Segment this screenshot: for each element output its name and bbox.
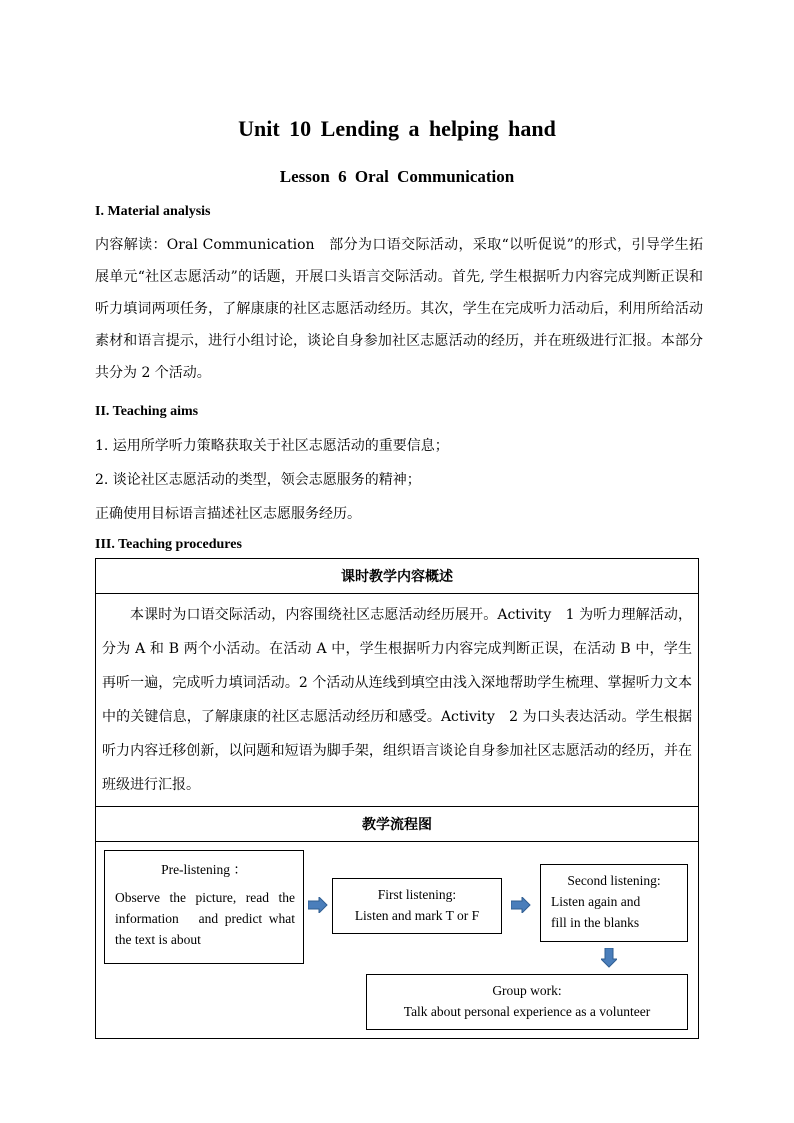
teaching-aim-item: 1. 运用所学听力策略获取关于社区志愿活动的重要信息； <box>95 438 449 454</box>
overview-text: 本课时为口语交际活动，内容围绕社区志愿活动经历展开。Activity 1 为听力理解活动，分为 A 和 B 两个小活动。在活动 A 中，学生根据听力内容完成判断正误，在活动 B 中，学生再听一遍，完成听力填词活动。2 个活动从连线到填空由浅入深地帮助学生梳理、掌握听力文本中的关键信息，了解康康的社区志愿活动经历和感受。Activity 2 为口头表达活动。学生根据听力内容迁移创新，以问题和短语为脚手架，组织语言谈论自身参加社区志愿活动的经历，并在班级进行汇报。 <box>96 594 699 807</box>
flow-chart-cell <box>96 842 699 1039</box>
right-arrow-icon <box>308 897 328 913</box>
lesson-subtitle: Lesson 6 Oral Communication <box>279 167 515 186</box>
flow-chart <box>96 842 698 1038</box>
flow-box-second-listening <box>540 864 688 942</box>
flow-box-text: Listen again and fill in the blanks <box>551 894 641 930</box>
material-analysis-text: 内容解读：Oral Communication 部分为口语交际活动，采取“以听促说”的形式，引导学生拓展单元“社区志愿活动”的话题，开展口头语言交际活动。首先, 学生根据听力内容完成判断正误和听力填词两项任务，了解康康的社区志愿活动经历。其次，学生在完成听力活动后，利用所给活动素材和语言提示，进行小组讨论，谈论自身参加社区志愿活动的经历，并在班级进行汇报。本部分共分为 2 个活动。 <box>95 237 703 381</box>
section-heading-teaching-procedures: III. Teaching procedures <box>95 537 242 552</box>
flow-box-title: Second listening: <box>567 873 661 888</box>
flow-box-text: Listen and mark T or F <box>354 908 480 923</box>
flow-box-first-listening <box>332 878 502 934</box>
right-arrow-icon <box>511 897 531 913</box>
flow-header: 教学流程图 <box>96 807 699 842</box>
flow-box-title: Pre-listening ： <box>161 862 247 877</box>
flow-box-group-work <box>366 974 688 1030</box>
flow-box-text: Observe the picture, read the information and predict what the text is about <box>115 890 295 947</box>
teaching-aim-item: 正确使用目标语言描述社区志愿服务经历。 <box>95 506 361 522</box>
flow-box-title: First listening: <box>377 887 457 902</box>
flow-box-text: Talk about personal experience as a volunteer <box>403 1004 651 1019</box>
flow-box-pre-listening <box>104 850 304 964</box>
section-heading-teaching-aims: II. Teaching aims <box>95 404 199 419</box>
down-arrow-icon <box>601 948 617 968</box>
teaching-aim-item: 2. 谈论社区志愿活动的类型，领会志愿服务的精神； <box>95 472 421 488</box>
overview-header: 课时教学内容概述 <box>96 559 699 594</box>
procedures-table <box>95 558 699 1039</box>
page-title: Unit 10 Lending a helping hand <box>238 116 556 141</box>
flow-box-title: Group work: <box>492 983 562 998</box>
section-heading-material-analysis: I. Material analysis <box>95 204 211 219</box>
